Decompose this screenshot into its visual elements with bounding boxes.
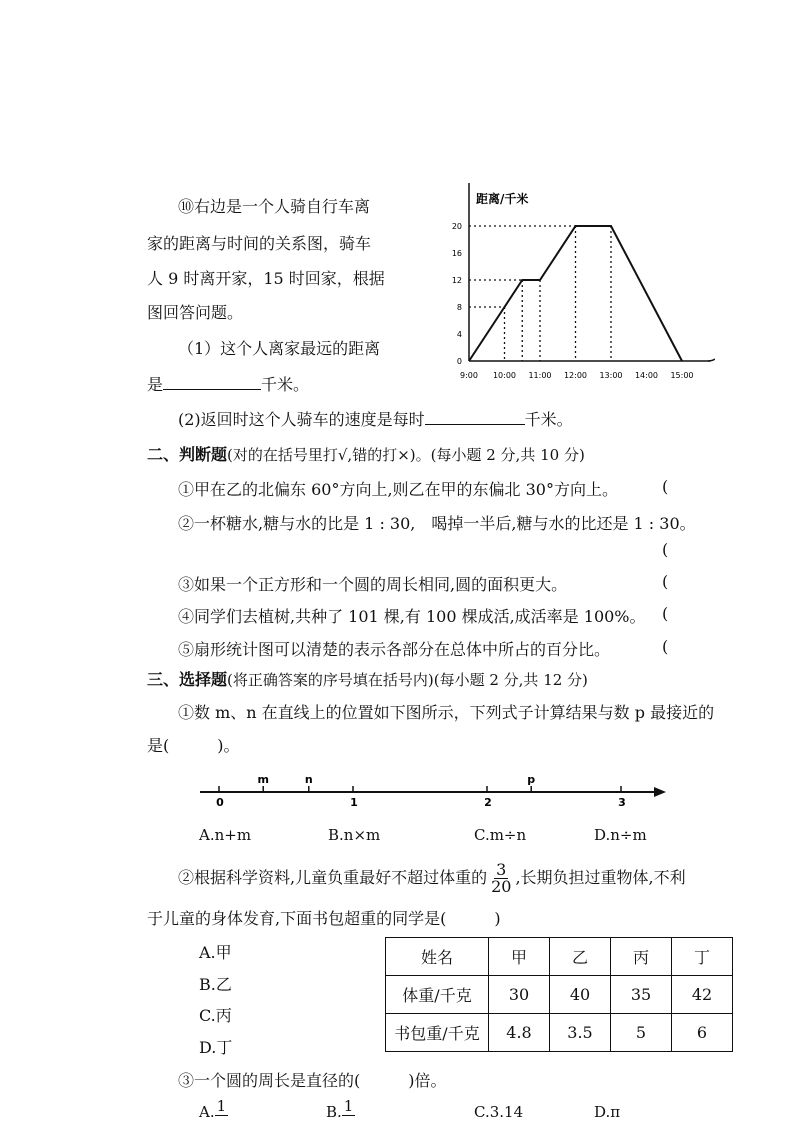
q2-option-a[interactable]: A.甲 [199,943,232,962]
section2-heading [147,442,585,465]
section2-title: 二、判断题 [147,445,228,464]
number-line-point-label: p [527,773,536,786]
q3-option-a[interactable] [199,1097,228,1122]
choice-q3: ③一个圆的周长是直径的( )倍。 [178,1071,447,1090]
table-cell: 35 [611,976,672,1014]
table-cell: 体重/千克 [386,976,489,1014]
table-header-cell: 姓名 [386,938,489,976]
q10-sub1-line1: （1）这个人离家最远的距离 [178,339,381,358]
x-tick-label: 14:00 [634,371,659,380]
table-header-cell: 乙 [550,938,611,976]
table-cell: 3.5 [550,1014,611,1052]
number-line [190,762,670,810]
q1-option-d[interactable]: D.n÷m [594,826,647,844]
x-axis-tail [708,359,715,361]
judge-paren-2[interactable]: ( [662,540,669,559]
table-cell: 30 [489,976,550,1014]
q2-text-post: ,长期负担过重物体,不利 [515,868,686,887]
y-tick-label: 0 [456,357,462,366]
q2-option-d[interactable]: D.丁 [199,1038,233,1057]
q3-option-b[interactable] [326,1097,355,1122]
q10-sub1-line2 [147,372,309,395]
y-tick-label: 20 [451,222,462,231]
number-line-point-label: n [304,773,313,786]
section3-heading [147,667,588,690]
q1-option-c[interactable]: C.m÷n [474,826,527,844]
table-row [386,1014,733,1052]
x-tick-label: 15:00 [670,371,694,380]
q2-text-pre: ②根据科学资料,儿童负重最好不超过体重的 [178,868,488,887]
x-tick-label: 10:00 [492,371,517,380]
judge-paren-5[interactable]: ( [662,637,669,656]
judge-item-5: ⑤扇形统计图可以清楚的表示各部分在总体中所占的百分比。 [178,640,611,659]
q10-sub1-post: 千米。 [261,375,310,394]
q10-sub2 [178,407,573,430]
q10-intro-line-3: 人 9 时离开家，15 时回家，根据 [147,269,385,288]
y-axis-label: 距离/千米 [476,192,529,206]
judge-item-3: ③如果一个正方形和一个圆的周长相同,圆的面积更大。 [178,575,568,594]
fraction-3-20 [489,862,513,895]
q2-option-c[interactable]: C.丙 [199,1006,232,1025]
distance-time-graph [440,175,715,385]
section3-note: (将正确答案的序号填在括号内)(每小题 2 分,共 12 分) [227,671,588,689]
table-cell: 书包重/千克 [386,1014,489,1052]
table-row [386,976,733,1014]
q10-intro-line-4: 图回答问题。 [147,303,244,322]
section2-note: (对的在括号里打√,错的打×)。(每小题 2 分,共 10 分) [227,446,585,464]
choice-q1-line2: 是( )。 [147,736,240,755]
y-tick-label: 8 [456,303,462,312]
table-header-cell: 丙 [611,938,672,976]
q10-sub2-pre: (2)返回时这个人骑车的速度是每时 [178,410,425,429]
q1-option-b[interactable]: B.n×m [328,826,381,844]
x-tick-label: 12:00 [563,371,588,380]
q3-option-a-label: A. [199,1103,215,1121]
y-tick-label: 4 [456,330,462,339]
section3-title: 三、选择题 [147,670,228,689]
q3-option-c[interactable]: C.3.14 [474,1103,524,1121]
fraction-denominator: 20 [491,877,512,896]
judge-paren-1[interactable]: ( [662,477,669,496]
table-cell: 6 [672,1014,733,1052]
q10-answer-blank-2[interactable] [425,410,525,425]
number-line-tick-label: 0 [216,796,224,809]
table-header-cell: 甲 [489,938,550,976]
q10-intro-line-2: 家的距离与时间的关系图，骑车 [147,234,372,253]
table-cell: 42 [672,976,733,1014]
judge-item-1: ①甲在乙的北偏东 60°方向上,则乙在甲的东偏北 30°方向上。 [178,480,618,499]
q2-option-b[interactable]: B.乙 [199,975,232,994]
choice-q2-line1 [178,858,686,898]
choice-q2-line2: 于儿童的身体发育,下面书包超重的同学是( ) [147,909,501,928]
number-line-tick-label: 2 [484,796,492,809]
x-tick-label: 11:00 [528,371,552,380]
x-tick-label: 13:00 [599,371,623,380]
x-tick-label: 9:00 [460,371,478,380]
table-cell: 40 [550,976,611,1014]
judge-item-2: ②一杯糖水,糖与水的比是 1 : 30, 喝掉一半后,糖与水的比还是 1 : 30。 [178,514,696,533]
q1-option-a[interactable]: A.n+m [199,826,252,844]
q3-option-b-numerator: 1 [343,1097,354,1115]
table-cell: 5 [611,1014,672,1052]
weight-table [385,937,733,1052]
q10-sub2-post: 千米。 [524,410,573,429]
y-tick-label: 12 [451,276,462,285]
number-line-tick-label: 1 [350,796,358,809]
choice-q1-line1: ①数 m、n 在直线上的位置如下图所示，下列式子计算结果与数 p 最接近的 [178,703,715,722]
q3-option-d[interactable]: D.π [594,1103,621,1121]
table-header-row [386,938,733,976]
number-line-tick-label: 3 [618,796,626,809]
judge-paren-4[interactable]: ( [662,604,669,623]
q10-sub1-pre: 是 [147,375,164,394]
table-header-cell: 丁 [672,938,733,976]
fraction-numerator: 3 [496,860,507,879]
table-cell: 4.8 [489,1014,550,1052]
q3-option-a-numerator: 1 [216,1097,227,1115]
q10-answer-blank-1[interactable] [163,375,261,390]
q3-option-b-label: B. [326,1103,342,1121]
judge-item-4: ④同学们去植树,共种了 101 棵,有 100 棵成活,成活率是 100%。 [178,607,646,626]
number-line-arrow [654,787,666,797]
y-tick-label: 16 [451,249,462,258]
q10-intro-line-1: ⑩右边是一个人骑自行车离 [178,197,371,216]
judge-paren-3[interactable]: ( [662,572,669,591]
number-line-point-label: m [257,773,269,786]
